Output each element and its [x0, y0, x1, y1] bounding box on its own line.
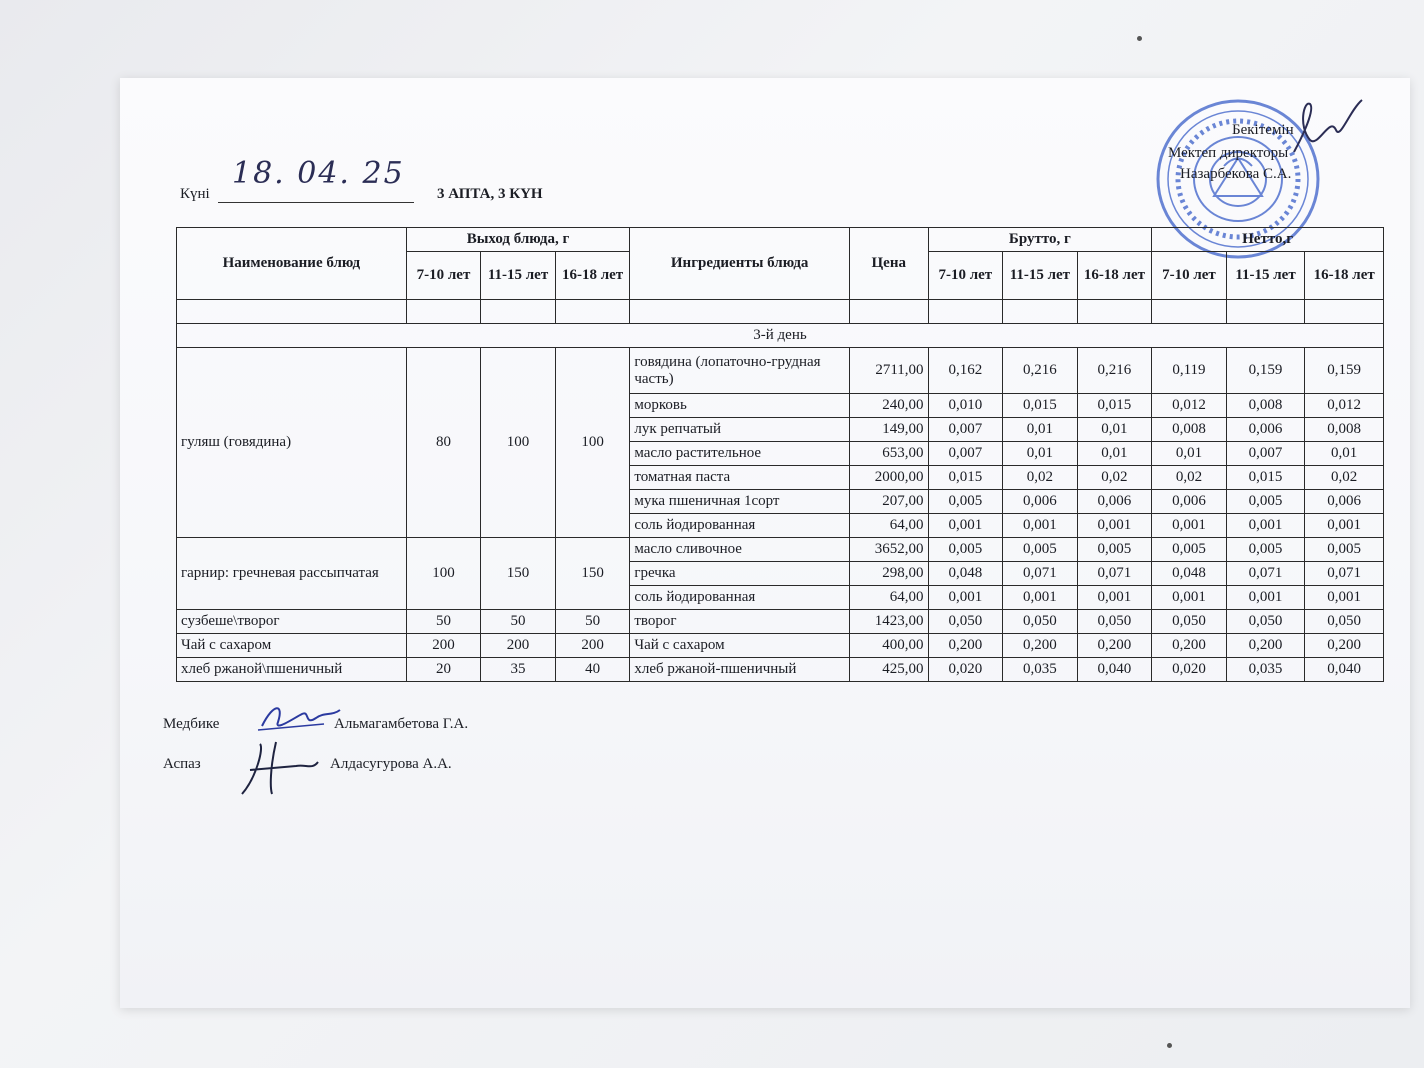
ingredient-row: [177, 610, 1384, 634]
brutto-11-15: 0,01: [1003, 418, 1078, 442]
netto-16-18: 0,050: [1305, 610, 1384, 634]
yield-16-18: 150: [555, 538, 630, 610]
brutto-7-10: 0,010: [928, 394, 1003, 418]
netto-7-10: 0,001: [1152, 514, 1227, 538]
brutto-7-10: 0,005: [928, 490, 1003, 514]
brutto-7-10: 0,001: [928, 586, 1003, 610]
approve-position: Мектеп директоры: [1168, 145, 1289, 161]
netto-11-15: 0,035: [1226, 658, 1305, 682]
brutto-11-15: 0,001: [1003, 586, 1078, 610]
netto-7-10: 0,008: [1152, 418, 1227, 442]
brutto-7-10: 0,005: [928, 538, 1003, 562]
header-age: 16-18 лет: [1305, 252, 1384, 300]
yield-11-15: 50: [481, 610, 556, 634]
netto-7-10: 0,01: [1152, 442, 1227, 466]
brutto-11-15: 0,035: [1003, 658, 1078, 682]
netto-11-15: 0,008: [1226, 394, 1305, 418]
yield-11-15: 200: [481, 634, 556, 658]
cook-signature-icon: [236, 738, 322, 800]
brutto-11-15: 0,216: [1003, 348, 1078, 394]
yield-7-10: 50: [406, 610, 481, 634]
ingredient-name: соль йодированная: [630, 514, 850, 538]
cook-name: Алдасугурова А.А.: [330, 756, 452, 772]
yield-7-10: 100: [406, 538, 481, 610]
header-age: 7-10 лет: [1152, 252, 1227, 300]
header-age: 16-18 лет: [1077, 252, 1152, 300]
netto-7-10: 0,048: [1152, 562, 1227, 586]
netto-16-18: 0,008: [1305, 418, 1384, 442]
brutto-7-10: 0,048: [928, 562, 1003, 586]
menu-table: [176, 227, 1384, 682]
price: 240,00: [849, 394, 928, 418]
brutto-7-10: 0,007: [928, 418, 1003, 442]
brutto-11-15: 0,200: [1003, 634, 1078, 658]
nurse-signature-icon: [254, 698, 344, 738]
netto-16-18: 0,200: [1305, 634, 1384, 658]
yield-11-15: 35: [481, 658, 556, 682]
netto-11-15: 0,005: [1226, 538, 1305, 562]
yield-16-18: 40: [555, 658, 630, 682]
brutto-16-18: 0,01: [1077, 442, 1152, 466]
yield-11-15: 100: [481, 348, 556, 538]
brutto-11-15: 0,02: [1003, 466, 1078, 490]
cook-label: Аспаз: [163, 756, 201, 772]
header-brutto: Брутто, г: [928, 228, 1152, 252]
header-price: Цена: [849, 228, 928, 300]
netto-11-15: 0,001: [1226, 514, 1305, 538]
header-yield: Выход блюда, г: [406, 228, 630, 252]
brutto-16-18: 0,015: [1077, 394, 1152, 418]
netto-11-15: 0,050: [1226, 610, 1305, 634]
brutto-16-18: 0,050: [1077, 610, 1152, 634]
approve-title: Бекітемін: [1232, 122, 1294, 138]
netto-7-10: 0,050: [1152, 610, 1227, 634]
netto-7-10: 0,012: [1152, 394, 1227, 418]
dish-name: сузбеше\творог: [177, 610, 407, 634]
netto-11-15: 0,200: [1226, 634, 1305, 658]
netto-7-10: 0,001: [1152, 586, 1227, 610]
netto-11-15: 0,071: [1226, 562, 1305, 586]
ingredient-name: томатная паста: [630, 466, 850, 490]
brutto-11-15: 0,050: [1003, 610, 1078, 634]
price: 400,00: [849, 634, 928, 658]
header-age: 11-15 лет: [1226, 252, 1305, 300]
netto-11-15: 0,007: [1226, 442, 1305, 466]
empty-row: [177, 300, 1384, 324]
price: 2000,00: [849, 466, 928, 490]
netto-16-18: 0,071: [1305, 562, 1384, 586]
price: 3652,00: [849, 538, 928, 562]
date-label: Күні: [180, 186, 210, 202]
netto-16-18: 0,01: [1305, 442, 1384, 466]
price: 207,00: [849, 490, 928, 514]
ingredient-name: гречка: [630, 562, 850, 586]
dish-name: хлеб ржаной\пшеничный: [177, 658, 407, 682]
brutto-16-18: 0,216: [1077, 348, 1152, 394]
price: 1423,00: [849, 610, 928, 634]
ingredient-name: хлеб ржаной-пшеничный: [630, 658, 850, 682]
ingredient-row: [177, 348, 1384, 394]
brutto-7-10: 0,162: [928, 348, 1003, 394]
brutto-7-10: 0,015: [928, 466, 1003, 490]
netto-16-18: 0,159: [1305, 348, 1384, 394]
brutto-11-15: 0,01: [1003, 442, 1078, 466]
paper-speck: [1167, 1043, 1172, 1048]
yield-16-18: 100: [555, 348, 630, 538]
day-label: 3-й день: [177, 324, 1384, 348]
header-dish: Наименование блюд: [177, 228, 407, 300]
brutto-7-10: 0,200: [928, 634, 1003, 658]
header-age: 11-15 лет: [1003, 252, 1078, 300]
ingredient-name: масло растительное: [630, 442, 850, 466]
brutto-11-15: 0,006: [1003, 490, 1078, 514]
nurse-label: Медбике: [163, 716, 220, 732]
brutto-16-18: 0,001: [1077, 586, 1152, 610]
dish-name: Чай с сахаром: [177, 634, 407, 658]
ingredient-name: масло сливочное: [630, 538, 850, 562]
ingredient-name: Чай с сахаром: [630, 634, 850, 658]
brutto-11-15: 0,071: [1003, 562, 1078, 586]
dish-name: гуляш (говядина): [177, 348, 407, 538]
ingredient-name: мука пшеничная 1сорт: [630, 490, 850, 514]
price: 425,00: [849, 658, 928, 682]
ingredient-row: [177, 538, 1384, 562]
brutto-11-15: 0,005: [1003, 538, 1078, 562]
netto-7-10: 0,02: [1152, 466, 1227, 490]
brutto-16-18: 0,02: [1077, 466, 1152, 490]
netto-11-15: 0,005: [1226, 490, 1305, 514]
yield-7-10: 200: [406, 634, 481, 658]
netto-16-18: 0,02: [1305, 466, 1384, 490]
netto-16-18: 0,001: [1305, 586, 1384, 610]
netto-11-15: 0,159: [1226, 348, 1305, 394]
price: 653,00: [849, 442, 928, 466]
yield-16-18: 50: [555, 610, 630, 634]
yield-7-10: 80: [406, 348, 481, 538]
brutto-16-18: 0,006: [1077, 490, 1152, 514]
dish-name: гарнир: гречневая рассыпчатая: [177, 538, 407, 610]
ingredient-name: морковь: [630, 394, 850, 418]
netto-16-18: 0,006: [1305, 490, 1384, 514]
netto-16-18: 0,040: [1305, 658, 1384, 682]
brutto-16-18: 0,071: [1077, 562, 1152, 586]
brutto-7-10: 0,050: [928, 610, 1003, 634]
paper-speck: [1137, 36, 1142, 41]
price: 149,00: [849, 418, 928, 442]
netto-7-10: 0,020: [1152, 658, 1227, 682]
week-day-label: 3 АПТА, 3 КҮН: [437, 186, 543, 202]
ingredient-name: говядина (лопаточно-грудная часть): [630, 348, 850, 394]
netto-16-18: 0,012: [1305, 394, 1384, 418]
brutto-16-18: 0,005: [1077, 538, 1152, 562]
price: 298,00: [849, 562, 928, 586]
brutto-11-15: 0,001: [1003, 514, 1078, 538]
header-age: 11-15 лет: [481, 252, 556, 300]
netto-11-15: 0,015: [1226, 466, 1305, 490]
header-netto: Нетто,г: [1152, 228, 1384, 252]
netto-16-18: 0,005: [1305, 538, 1384, 562]
brutto-7-10: 0,001: [928, 514, 1003, 538]
price: 64,00: [849, 586, 928, 610]
netto-11-15: 0,001: [1226, 586, 1305, 610]
ingredient-name: лук репчатый: [630, 418, 850, 442]
brutto-7-10: 0,007: [928, 442, 1003, 466]
netto-11-15: 0,006: [1226, 418, 1305, 442]
netto-16-18: 0,001: [1305, 514, 1384, 538]
date-handwritten: 18. 04. 25: [232, 156, 405, 191]
netto-7-10: 0,200: [1152, 634, 1227, 658]
netto-7-10: 0,119: [1152, 348, 1227, 394]
nurse-name: Альмагамбетова Г.А.: [334, 716, 469, 732]
yield-7-10: 20: [406, 658, 481, 682]
brutto-7-10: 0,020: [928, 658, 1003, 682]
price: 64,00: [849, 514, 928, 538]
netto-7-10: 0,005: [1152, 538, 1227, 562]
header-age: 7-10 лет: [928, 252, 1003, 300]
brutto-16-18: 0,040: [1077, 658, 1152, 682]
yield-16-18: 200: [555, 634, 630, 658]
director-signature-icon: [1290, 96, 1366, 160]
brutto-16-18: 0,01: [1077, 418, 1152, 442]
header-ingredients: Ингредиенты блюда: [630, 228, 850, 300]
approve-name: Назарбекова С.А.: [1180, 166, 1292, 182]
netto-7-10: 0,006: [1152, 490, 1227, 514]
price: 2711,00: [849, 348, 928, 394]
brutto-16-18: 0,001: [1077, 514, 1152, 538]
brutto-16-18: 0,200: [1077, 634, 1152, 658]
header-age: 16-18 лет: [555, 252, 630, 300]
ingredient-name: соль йодированная: [630, 586, 850, 610]
yield-11-15: 150: [481, 538, 556, 610]
brutto-11-15: 0,015: [1003, 394, 1078, 418]
ingredient-row: [177, 634, 1384, 658]
date-underline: [218, 202, 414, 203]
ingredient-row: [177, 658, 1384, 682]
header-age: 7-10 лет: [406, 252, 481, 300]
ingredient-name: творог: [630, 610, 850, 634]
